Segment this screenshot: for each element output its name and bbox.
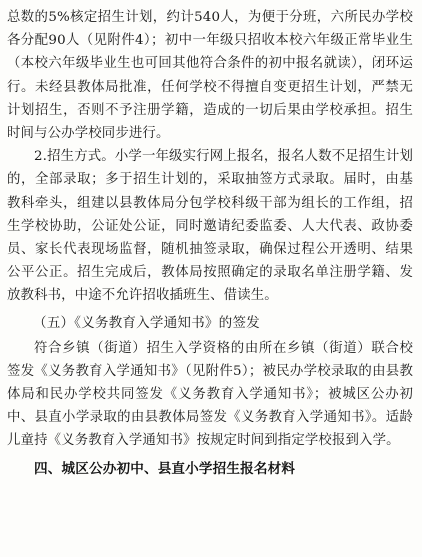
section-heading-registration-materials: 四、城区公办初中、县直小学招生报名材料 (34, 460, 296, 477)
document-body (7, 6, 413, 481)
paragraph-admission-notice: 符合乡镇（街道）招生入学资格的由所在乡镇（街道）联合校签发《义务教育入学通知书》（见附件5）；被民办学校录取的由县教体局和民办学校共同签发《义务教育入学通知书》；被城区公办初中、县直小学录取的由县教体局签发《义务教育入学通知书》。适龄儿童持《义务教育入学通知书》按规定时间到指定学校报到入学。 (7, 340, 413, 449)
paragraph-enrollment-method: 2.招生方式。小学一年级实行网上报名，报名人数不足招生计划的，全部录取；多于招生计划的，采取抽签方式录取。届时，由基教科牵头，组建以县教体局分包学校科级干部为组长的工作组，招生学校协助，公证处公证，同时邀请纪委监委、人大代表、政协委员、家长代表现场监督，随机抽签录取，确保过程公开透明、结果公平公正。招生完成后，教体局按照确定的录取名单注册学籍、发放教科书，中途不允许招收插班生、借读生。 (7, 149, 413, 304)
section-heading-admission-notice: （五）《义务教育入学通知书》的签发 (33, 314, 260, 331)
paragraph-enrollment-plan: 总数的5%核定招生计划，约计540人，为便于分班，六所民办学校各分配90人（见附件4）；初中一年级只招收本校六年级正常毕业生（本校六年级毕业生也可回其他符合条件的初中报名就读），闭环运行。未经县教体局批准，任何学校不得擅自变更招生计划，严禁无计划招生，否则不予注册学籍，造成的一切后果由学校承担。招生时间与公办学校同步进行。 (7, 10, 413, 142)
